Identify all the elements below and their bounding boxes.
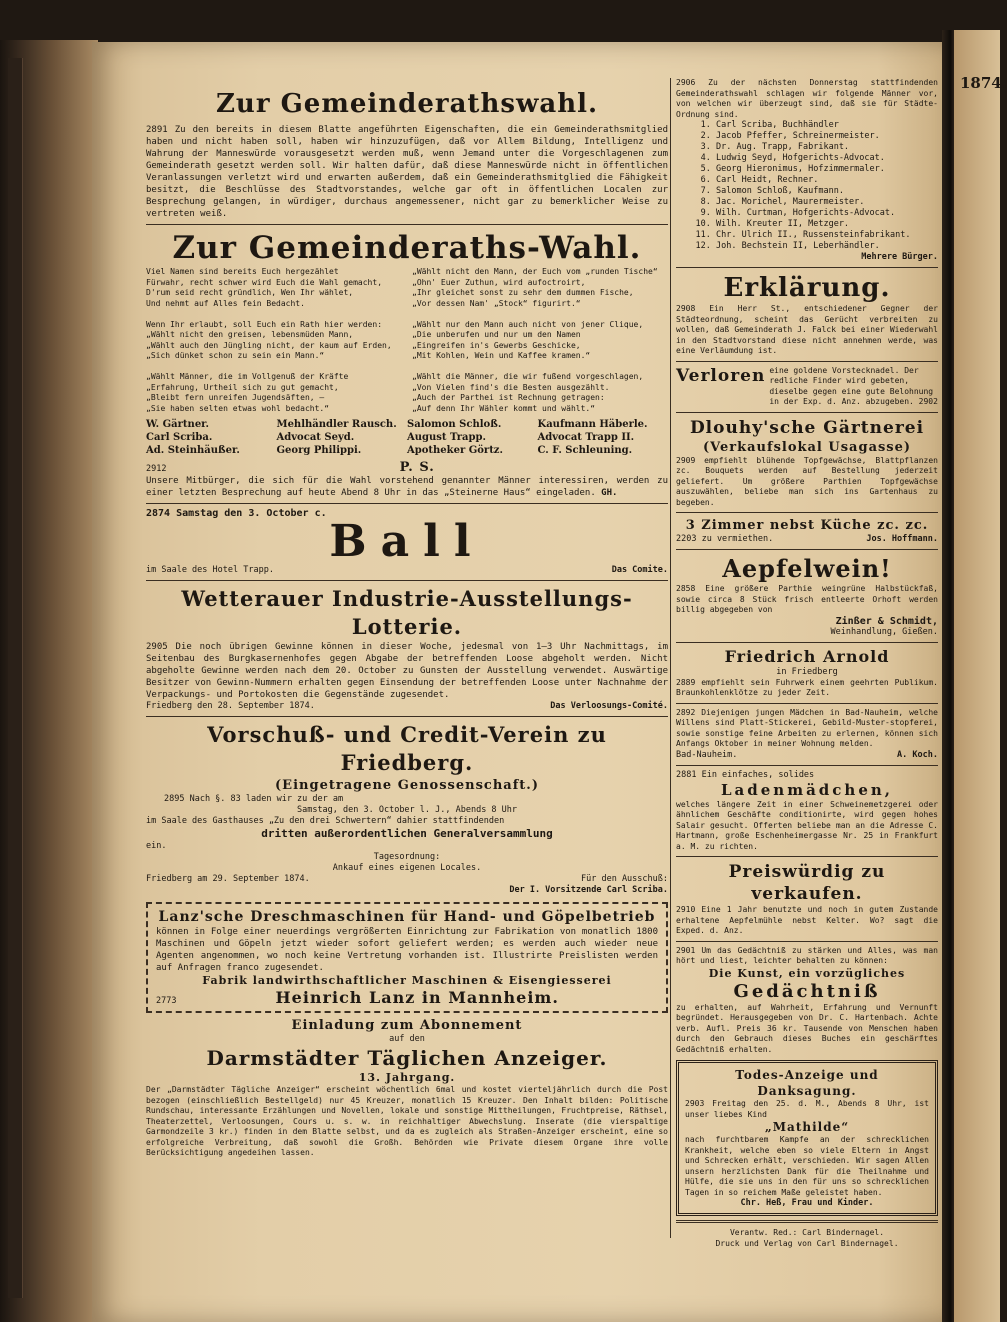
lottery-title: Wetterauer Industrie-Ausstellungs-Lotterie. <box>181 586 633 639</box>
todesanzeige-title: Todes-Anzeige und Danksagung. <box>735 1068 879 1098</box>
lanz-footer <box>156 988 658 1007</box>
list-item: 3. Dr. Aug. Trapp, Fabrikant. <box>716 142 938 153</box>
ball-title: Ball <box>329 516 485 567</box>
erklaerung-text: 2908 Ein Herr St., entschiedener Gegner der Städteordnung, scheint das Gerücht verbreiten zu wollen, daß Gemeinderath J. Falck bei einer Wiederwahl in den Stadtvorstand diese nicht annehmen werde, was eine Verläumdung ist. <box>676 304 938 355</box>
gedaechtnis-text: zu erhalten, auf Wahrheit, Erfahrung und Vernunft begründet. Herausgegeben von Dr. C. Hartenbach. Achte verb. Aufl. Preis 36 kr. Tausende von Menschen haben durch den Gebrauch dieses Buches ein geschärftes Gedächtniß erhalten. <box>676 1002 938 1054</box>
zimmer-footer <box>676 534 938 545</box>
credit-verein-date: Friedberg am 29. September 1874. <box>146 874 310 884</box>
lottery-footer <box>146 701 668 712</box>
lottery-date: Friedberg den 28. September 1874. <box>146 701 315 711</box>
lanz-firm: Heinrich Lanz in Mannheim. <box>275 988 559 1007</box>
credit-verein-line: 2895 Nach §. 83 laden wir zu der am <box>164 794 344 804</box>
list-item: 12. Joh. Bechstein II, Leberhändler. <box>716 241 938 252</box>
verloren-ad <box>676 366 938 408</box>
preiswuerdig-text: 2910 Eine 1 Jahr benutzte und noch in gutem Zustande erhaltene Aepfelmühle nebst Kelter. Wo? sagt die Exped. d. Anz. <box>676 905 938 935</box>
wahlvorschlag-text: 2906 Zu der nächsten Donnerstag stattfindenden Gemeinderathswahl schlagen wir folgende Männer vor, von welchen wir überzeugt sind, daß sie für Städte-Ordnung sind. <box>676 78 938 119</box>
credit-verein-subtitle: (Eingetragene Genossenschaft.) <box>275 778 539 793</box>
left-column <box>146 88 668 1159</box>
candidate-name: Ad. Steinhäußer. <box>146 445 240 456</box>
ps-signature: GH. <box>601 488 618 498</box>
lottery-text: 2905 Die noch übrigen Gewinne können in dieser Woche, jedesmal von 1–3 Uhr Nachmittags, im Seitenbau des Burgkasernenhofes gegen Abgabe der betreffenden Loose abgeholt werden. Nicht abgeholte Gewinne werden nach dem 20. October zu Gunsten der Ausstellung verwendet. Auswärtige Besitzer von Gewinn-Nummern erhalten gegen Einsendung der betreffenden Loose unter Nachnahme der Verpackungs- und Portokosten die Gegenstände zugesendet. <box>146 642 668 700</box>
credit-verein-line: dritten außerordentlichen Generalversammlung <box>261 827 553 840</box>
dlouhy-title: Dlouhy'sche Gärtnerei <box>689 417 925 438</box>
abo-name: Darmstädter Täglichen Anzeiger. <box>206 1046 608 1070</box>
aepfelwein-title: Aepfelwein! <box>722 554 892 583</box>
credit-verein-line: im Saale des Gasthauses „Zu den drei Schwertern“ dahier stattfindenden <box>146 816 505 826</box>
erklaerung-title: Erklärung. <box>723 273 891 303</box>
arnold-text: 2889 empfiehlt sein Fuhrwerk einem geehrten Publikum. Braunkohlenklötze zu jeder Zeit. <box>676 677 938 697</box>
ps-row <box>146 460 668 475</box>
ball-signature: Das Comite. <box>611 565 668 575</box>
candidate-name: Advocat Trapp II. <box>537 432 635 443</box>
ps-number: 2912 <box>146 464 167 474</box>
list-item: 10. Wilh. Kreuter II, Metzger. <box>716 219 938 230</box>
todesanzeige-text: 2903 Freitag den 25. d. M., Abends 8 Uhr, ist unser liebes Kind <box>685 1099 929 1119</box>
credit-verein-footer <box>146 874 668 885</box>
dlouhy-text: 2909 empfiehlt blühende Topfgewächse, Blattpflanzen zc. Bouquets werden auf Bestellung jederzeit geliefert. Um größere Parthien Topfgewächse auszuwählen, beliebe man sich ins Gartenhaus zu begeben. <box>676 455 938 507</box>
candidate-name: Carl Scriba. <box>146 432 213 443</box>
todesanzeige-box <box>676 1060 938 1216</box>
arnold-location: in Friedberg <box>776 666 838 677</box>
preiswuerdig-title: Preiswürdig zu verkaufen. <box>728 862 886 904</box>
credit-verein-title: Vorschuß- und Credit-Verein zu Friedberg. <box>207 722 607 775</box>
candidate-names <box>146 418 668 457</box>
aepfelwein-firm: Zinßer & Schmidt, <box>835 615 938 627</box>
verloren-text <box>769 366 938 408</box>
candidate-name: Kaufmann Häberle. <box>537 419 648 430</box>
lanz-advertisement <box>146 902 668 1013</box>
wahlvorschlag-list <box>676 120 938 252</box>
ladenmaedchen-number: 2881 Ein einfaches, solides <box>676 769 815 780</box>
todesanzeige-signature: Chr. Heß, Frau und Kinder. <box>740 1198 874 1208</box>
gemeinderaths-wahl-title: Zur Gemeinderaths-Wahl. <box>172 230 642 266</box>
todesanzeige-text-2: nach furchtbarem Kampfe an der schrecklichen Krankheit, welche eben so viele Eltern in Angst und Schrecken erhält, verschieden. Wir sagen Allen unsern herzlichsten Dank für die Theilnahme und Hülfe, die sie uns in den für uns so schrecklichen Tagen in so reichem Maße geleistet haben. <box>685 1135 929 1197</box>
ps-text <box>146 475 668 499</box>
credit-verein-line: Samstag, den 3. October l. J., Abends 8 Uhr <box>296 805 518 815</box>
lanz-number: 2773 <box>156 996 177 1006</box>
abo-jahrgang: 13. Jahrgang. <box>358 1071 456 1084</box>
adjacent-page-edge <box>954 30 1007 1322</box>
candidate-name: August Trapp. <box>407 432 486 443</box>
book-binding <box>0 40 98 1322</box>
abo-auf: auf den <box>389 1034 425 1044</box>
gedaechtnis-intro: 2901 Um das Gedächtniß zu stärken und Alles, was man hört und liest, leichter behalten zu können: <box>676 945 938 965</box>
candidate-name: Mehlhändler Rausch. <box>276 419 397 430</box>
candidate-name: C. F. Schleuning. <box>537 445 633 456</box>
ball-place: im Saale des Hotel Trapp. <box>146 565 274 575</box>
credit-verein-for: Für den Ausschuß: <box>581 874 668 884</box>
credit-verein-line: ein. <box>146 841 167 851</box>
poem-right: „Wählt nicht den Mann, der Euch vom „runden Tische“ „Ohn' Euer Zuthun, wird aufoctroirt, „Ihr gleichet sonst zu sehr dem dummen Fische, „Vor dessen Nam' „Stock“ figurirt.“ „Wählt nur den Mann auch nicht von jener Clique, „Die unberufen und nur um den Namen „Eingreifen in's Gewerbs Geschicke, „Mit Kohlen, Wein und Kaffee kramen.“ „Wählt die Männer, die wir fußend vorgeschlagen, „Von Vielen find's die Besten ausgezählt. „Auch der Parthei ist Rechnung getragen: „Auf denn Ihr Wähler kommt und wählt.“ <box>412 267 658 413</box>
ladenmaedchen-title: Ladenmädchen, <box>721 780 893 799</box>
lanz-factory: Fabrik landwirthschaftlicher Maschinen & Eisengiesserei <box>202 974 612 987</box>
list-item: 9. Wilh. Curtman, Hofgerichts-Advocat. <box>716 208 938 219</box>
gemeinderathswahl-title: Zur Gemeinderathswahl. <box>215 89 599 119</box>
poem-left: Viel Namen sind bereits Euch hergezählet Fürwahr, recht schwer wird Euch die Wahl gemacht, D'rum seid recht gründlich, Wen Ihr wählet, Und nehmt auf Alles fein Bedacht. Wenn Ihr erlaubt, soll Euch ein Rath hier werden: „Wählt nicht den greisen, lebensmüden Mann, „Wählt auch den Jüngling nicht, der kaum auf Erden, „Sich dünket schon zu sein ein Mann.“ „Wählt Männer, die im Vollgenuß der Kräfte „Erfahrung, Urtheil sich zu gut gemacht, „Bleibt fern unreifen Jugendsäften, – „Sie haben selten etwas wohl bedacht.“ <box>146 267 392 413</box>
ladenmaedchen-text: welches längere Zeit in einer Schweinemetzgerei oder ähnlichem Geschäfte conditionirte, wird gegen hohes Salair gesucht. Offerten beliebe man an die Adresse C. Hartmann, große Eschenheimergasse Nr. 25 in Frankfurt a. M. zu richten. <box>676 799 938 851</box>
arnold-title: Friedrich Arnold <box>724 646 890 666</box>
zimmer-number: 2203 zu vermiethen. <box>676 534 774 544</box>
candidate-name: Advocat Seyd. <box>276 432 355 443</box>
imprint-publisher: Druck und Verlag von Carl Bindernagel. <box>715 1239 899 1248</box>
zimmer-title: 3 Zimmer nebst Küche zc. zc. <box>685 518 929 533</box>
imprint-editor: Verantw. Red.: Carl Bindernagel. <box>729 1228 885 1237</box>
list-item: 7. Salomon Schloß, Kaufmann. <box>716 186 938 197</box>
zimmer-signature: Jos. Hoffmann. <box>866 534 938 544</box>
maedchen-footer <box>676 750 938 761</box>
list-item: 1. Carl Scriba, Buchhändler <box>716 120 938 131</box>
wahlvorschlag-signature: Mehrere Bürger. <box>861 252 938 262</box>
list-item: 6. Carl Heidt, Rechner. <box>716 175 938 186</box>
todesanzeige-name: „Mathilde“ <box>764 1120 850 1134</box>
maedchen-place: Bad-Nauheim. <box>676 749 738 760</box>
credit-verein-signature: Der I. Vorsitzende Carl Scriba. <box>509 885 668 895</box>
credit-verein-line: Tagesordnung: <box>373 852 441 862</box>
lanz-title: Lanz'sche Dreschmaschinen für Hand- und Göpelbetrieb <box>158 909 656 925</box>
verloren-title: Verloren <box>676 365 766 386</box>
gemeinderathswahl-text: 2891 Zu den bereits in diesem Blatte angeführten Eigenschaften, die ein Gemeinderathsmitglied haben und nicht haben soll, haben wir hinzuzufügen, daß vor Allem Bildung, Intelligenz und Wahrung der Manneswürde vorausgesetzt werden muß, wenn Jemand unter die Vorgeschlagenen zum Gemeinderath gesetzt werden soll. Wir halten dafür, daß diese Manneswürde nicht in öffentlichen Veranlassungen verletzt wird und erwarten außerdem, daß ein Gemeinderathsmitglied die Fähigkeit besitzt, die Beschlüsse des Stadtvorstandes, welche gar oft in öffentlichen Localen zur Besprechung gelangen, in würdiger, durchaus angemessener, nicht gar zu bemerklicher Weise zu vertreten weiß. <box>146 125 668 219</box>
gedaechtnis-title: Gedächtniß <box>733 980 881 1002</box>
verloren-number: 2902 <box>918 397 938 406</box>
ball-date: 2874 Samstag den 3. October c. <box>146 508 327 519</box>
maedchen-text: 2892 Diejenigen jungen Mädchen in Bad-Nauheim, welche Willens sind Platt-Stickerei, Gebild-Muster-stopferei, sowie sonstige feine Arbeiten zu erlernen, können sich Anfangs Oktober in meiner Wohnung melden. <box>676 707 938 748</box>
maedchen-signature: A. Koch. <box>897 749 938 760</box>
dlouhy-subtitle: (Verkaufslokal Usagasse) <box>702 439 912 455</box>
ps-body: Unsere Mitbürger, die sich für die Wahl vorstehend genannter Männer interessiren, werden zu einer letzten Besprechung auf heute Abend 8 Uhr in das „Steinerne Haus“ eingeladen. <box>146 476 668 498</box>
candidate-name: Salomon Schloß. <box>407 419 502 430</box>
ps-heading: P. S. <box>399 460 435 475</box>
list-item: 5. Georg Hieronimus, Hofzimmermaler. <box>716 164 938 175</box>
lottery-signature: Das Verloosungs-Comité. <box>550 701 668 711</box>
candidate-name: Apotheker Görtz. <box>407 445 503 456</box>
list-item: 2. Jacob Pfeffer, Schreinermeister. <box>716 131 938 142</box>
candidate-name: Georg Philippi. <box>276 445 362 456</box>
verloren-body: eine goldene Vorstecknadel. Der redliche Finder wird gebeten, dieselbe gegen eine gute Belohnung in der Exp. d. Anz. abzugeben. <box>769 365 934 406</box>
column-rule <box>670 78 671 1238</box>
abo-text: Der „Darmstädter Tägliche Anzeiger“ erscheint wöchentlich 6mal und kostet vierteljährlich durch die Post bezogen (einschließlich Bestellgeld) nur 45 Kreuzer, monatlich 15 Kreuzer. Den Inhalt bilden: Politische Rundschau, interessante Erzählungen und Novellen, lokale und sonstige Mittheilungen, Fruchtpreise, Räthsel, Theaterzettel, Verloosungen, Cours u. s. w. in reichhaltiger Abwechslung. Inserate (die vierspaltige Garmondzeile 3 kr.) finden in dem Blatte selbst, und da es zugleich als Straßen-Anzeiger erscheint, eine so erfolgreiche Verbreitung, daß sowohl die Großh. Behörden wie Private diesem Organe ihre volle Berücksichtigung angedeihen lassen. <box>146 1085 668 1157</box>
election-poem <box>146 267 668 414</box>
aepfelwein-text: 2858 Eine größere Parthie weingrüne Halbstückfaß, sowie circa 8 Stück frisch entleerte Orhoft werden billig abgegeben von <box>676 584 938 614</box>
credit-verein-line: Ankauf eines eigenen Locales. <box>332 863 482 873</box>
lanz-text: können in Folge einer neuerdings vergrößerten Einrichtung zur Fabrikation von monatlich 1800 Maschinen und Göpeln jetzt wieder sofort geliefert werden; es werden auch wieder neue Agenten angenommen, wo noch keine Vertretung vorhanden ist. Illustrirte Preislisten werden auf Anfragen franco zugesendet. <box>156 927 658 973</box>
list-item: 11. Chr. Ulrich II., Russensteinfabrikant. <box>716 230 938 241</box>
gedaechtnis-subtitle: Die Kunst, ein vorzügliches <box>708 966 906 980</box>
right-column <box>676 78 938 1249</box>
list-item: 8. Jac. Morichel, Maurermeister. <box>716 197 938 208</box>
abo-title: Einladung zum Abonnement <box>291 1018 523 1033</box>
adjacent-page-year: 1874. <box>960 74 1007 92</box>
aepfelwein-location: Weinhandlung, Gießen. <box>830 626 938 637</box>
candidate-name: W. Gärtner. <box>146 419 210 430</box>
list-item: 4. Ludwig Seyd, Hofgerichts-Advocat. <box>716 153 938 164</box>
